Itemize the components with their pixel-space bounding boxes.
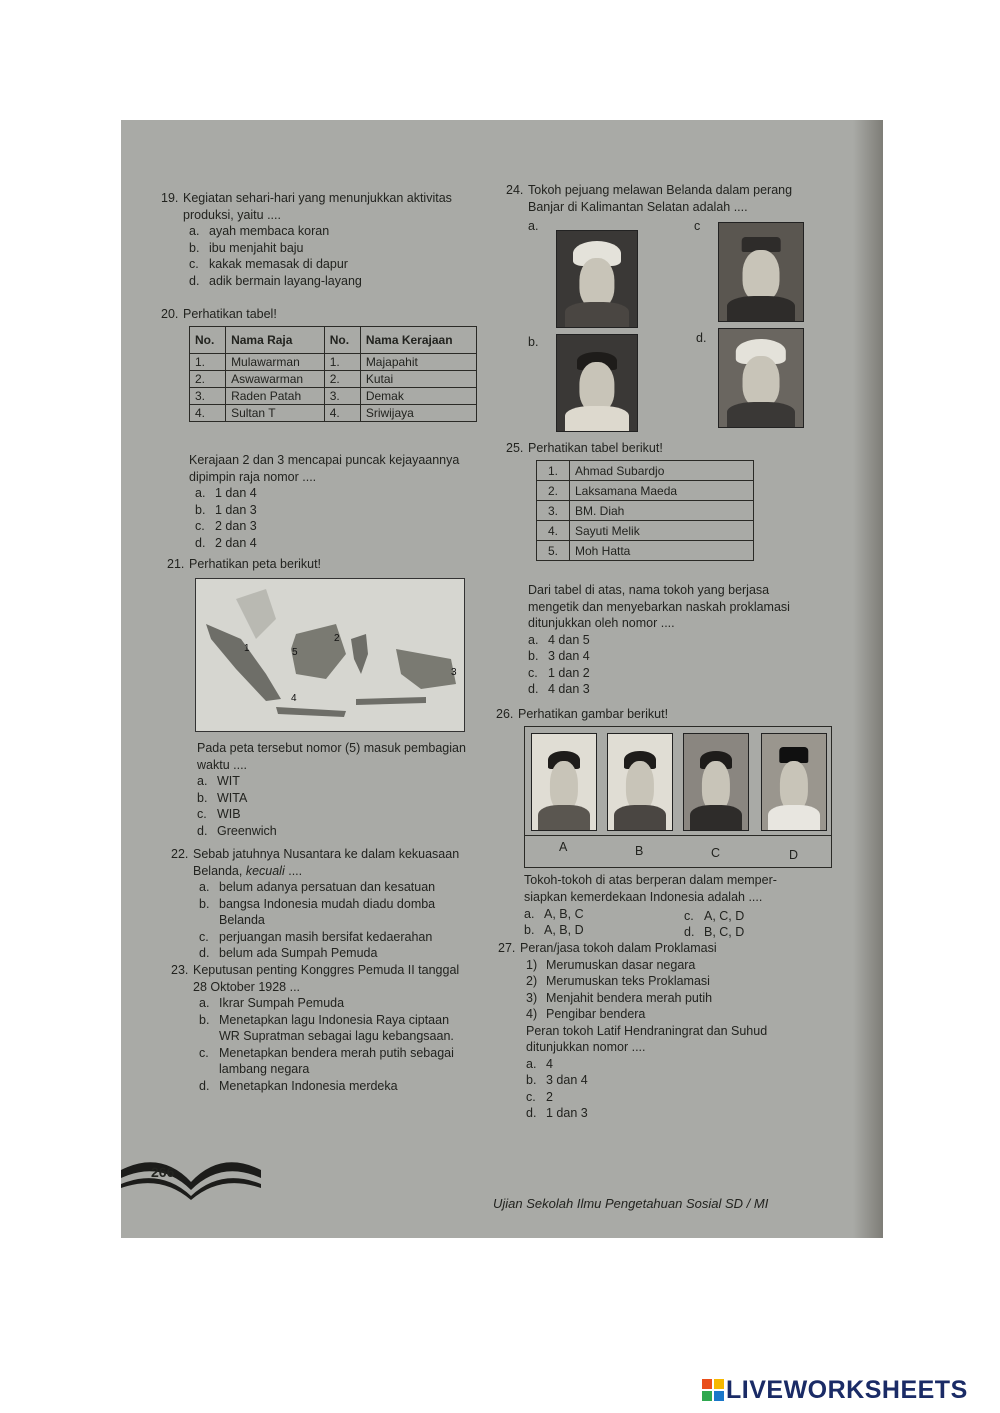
q19-number: 19. (161, 191, 179, 205)
q20 (161, 306, 277, 323)
q24-label-b: b. (528, 335, 539, 349)
q20-option-c[interactable]: c. 2 dan 3 (195, 519, 257, 533)
table-row: 2. Aswawarman 2. Kutai (190, 371, 477, 388)
q22-option-c[interactable]: c. perjuangan masih bersifat kedaerahan (199, 929, 433, 944)
q24-portrait-a[interactable] (556, 230, 638, 328)
q19-option-c[interactable]: c. kakak memasak di dapur (189, 257, 348, 271)
table-row: 3. Raden Patah 3. Demak (190, 388, 477, 405)
q24-portrait-c[interactable] (718, 222, 804, 322)
q22-option-b[interactable]: b. bangsa Indonesia mudah diadu domba Belanda (199, 896, 436, 927)
q23 (171, 962, 459, 1094)
table-row: 3. BM. Diah (537, 501, 754, 521)
table-row: 1. Ahmad Subardjo (537, 461, 754, 481)
q27-after-line1: Peran tokoh Latif Hendraningrat dan Suhud (526, 1023, 768, 1038)
q24-stem-line2: Banjar di Kalimantan Selatan adalah .... (528, 199, 748, 214)
q26-after-line1: Tokoh-tokoh di atas berperan dalam memper- (524, 873, 777, 887)
map-islands-nusa-tenggara (356, 697, 426, 705)
q20-option-a[interactable]: a. 1 dan 4 (195, 486, 257, 500)
q25-number: 25. (506, 441, 524, 455)
q22-number: 22. (171, 847, 189, 861)
indonesia-map (195, 578, 465, 732)
q21-after-line2: waktu .... (197, 757, 248, 772)
q21-followup (197, 740, 466, 839)
table-row: 1. Mulawarman 1. Majapahit (190, 354, 477, 371)
q27-after-line2: ditunjukkan nomor .... (526, 1040, 646, 1054)
q25-followup (528, 582, 790, 698)
q21-header (167, 556, 321, 573)
q26-option-b[interactable]: b. A, B, D (524, 923, 584, 937)
q19-option-b[interactable]: b. ibu menjahit baju (189, 240, 304, 255)
q27 (498, 940, 767, 1122)
q23-option-a[interactable]: a. Ikrar Sumpah Pemuda (199, 996, 345, 1010)
q23-stem-line2: 28 Oktober 1928 ... (193, 979, 301, 994)
q26-stem: Perhatikan gambar berikut! (518, 707, 669, 721)
q23-number: 23. (171, 963, 189, 977)
q22-option-d[interactable]: d. belum ada Sumpah Pemuda (199, 946, 378, 960)
q25-stem: Perhatikan tabel berikut! (528, 441, 663, 455)
q19-stem-line2: produksi, yaitu .... (183, 207, 281, 222)
q26-option-d[interactable]: d. B, C, D (684, 925, 745, 939)
header-nama-kerajaan: Nama Kerajaan (360, 327, 476, 354)
q26-label-c: C (711, 846, 721, 860)
q20-after-line1: Kerajaan 2 dan 3 mencapai puncak kejayaannya (189, 453, 460, 467)
q26-header (496, 706, 668, 723)
q26-label-a: A (559, 840, 568, 854)
map-label-3: 3 (451, 667, 457, 678)
q19-option-d[interactable]: d. adik bermain layang-layang (189, 273, 362, 288)
map-island-papua (396, 649, 456, 689)
q26-portrait-a[interactable] (531, 733, 597, 831)
q26-option-a[interactable]: a. A, B, C (524, 907, 584, 921)
q26-option-c[interactable]: c. A, C, D (684, 909, 745, 923)
table-row: 2. Laksamana Maeda (537, 481, 754, 501)
table-row: 4. Sultan T 4. Sriwijaya (190, 405, 477, 422)
q24-portrait-d[interactable] (718, 328, 804, 428)
q21-stem: Perhatikan peta berikut! (189, 557, 322, 571)
liveworksheets-mark-icon (702, 1379, 724, 1401)
q27-item-3: 3) Menjahit bendera merah putih (526, 990, 713, 1005)
q26-portrait-d[interactable] (761, 733, 827, 831)
q27-number: 27. (498, 941, 516, 955)
q20-option-b[interactable]: b. 1 dan 3 (195, 502, 257, 517)
q24-label-c: c (694, 219, 701, 233)
q25-after-line3: ditunjukkan oleh nomor .... (528, 616, 675, 630)
q25-option-d[interactable]: d. 4 dan 3 (528, 682, 590, 696)
map-label-1: 1 (244, 643, 250, 654)
q24-number: 24. (506, 183, 524, 197)
q24-label-a: a. (528, 219, 539, 233)
q22-option-a[interactable]: a. belum adanya persatuan dan kesatuan (199, 880, 436, 894)
liveworksheets-logo (702, 1376, 968, 1405)
liveworksheets-wordmark: LIVEWORKSHEETS (726, 1376, 968, 1404)
q27-item-2: 2) Merumuskan teks Proklamasi (526, 974, 710, 988)
q27-option-c[interactable]: c. 2 (526, 1089, 553, 1104)
q26-portrait-c[interactable] (683, 733, 749, 831)
q24-header (506, 182, 792, 215)
q23-option-d[interactable]: d. Menetapkan Indonesia merdeka (199, 1078, 398, 1093)
q25-option-a[interactable]: a. 4 dan 5 (528, 632, 590, 647)
q19-option-a[interactable]: a. ayah membaca koran (189, 224, 330, 238)
map-island-sumatra (206, 624, 281, 701)
q21-option-c[interactable]: c. WIB (197, 807, 241, 821)
q22 (171, 846, 459, 962)
map-island-sulawesi (351, 634, 368, 674)
q27-option-b[interactable]: b. 3 dan 4 (526, 1073, 588, 1087)
page-footer: Ujian Sekolah Ilmu Pengetahuan Sosial SD / MI (493, 1196, 769, 1211)
q24-stem-line1: Tokoh pejuang melawan Belanda dalam perang (528, 183, 793, 197)
q20-stem: Perhatikan tabel! (183, 307, 277, 321)
q25-after-line2: mengetik dan menyebarkan naskah proklamasi (528, 599, 790, 614)
q25-header (506, 440, 663, 457)
q26-portrait-b[interactable] (607, 733, 673, 831)
q20-number: 20. (161, 307, 179, 321)
q21-after-line1: Pada peta tersebut nomor (5) masuk pembagian (197, 741, 466, 755)
table-row: 5. Moh Hatta (537, 541, 754, 561)
book-graphic (121, 1140, 261, 1200)
q23-option-c[interactable]: c. Menetapkan bendera merah putih sebagai lambang negara (199, 1045, 454, 1076)
q27-stem: Peran/jasa tokoh dalam Proklamasi (520, 941, 717, 955)
figures-table (536, 460, 754, 561)
map-drawing (196, 579, 464, 731)
kings-table (189, 326, 477, 422)
q25-after-line1: Dari tabel di atas, nama tokoh yang berjasa (528, 583, 770, 597)
q23-option-b[interactable]: b. Menetapkan lagu Indonesia Raya ciptaan WR Supratman sebagai lagu kebangsaan. (199, 1012, 454, 1043)
header-no-1: No. (190, 327, 226, 354)
q22-stem-line2: Belanda, kecuali .... (193, 863, 303, 878)
q21-option-d[interactable]: d. Greenwich (197, 823, 277, 838)
q27-item-1: 1) Merumuskan dasar negara (526, 957, 696, 972)
map-label-2: 2 (334, 633, 340, 644)
q21-option-a[interactable]: a. WIT (197, 774, 240, 788)
map-landmass-asia (236, 589, 276, 639)
q26-label-b: B (635, 844, 644, 858)
q27-item-4: 4) Pengibar bendera (526, 1007, 646, 1021)
page-number: 266 (151, 1164, 175, 1180)
q24-label-d: d. (696, 331, 707, 345)
q20-followup (189, 452, 459, 551)
q25-option-c[interactable]: c. 1 dan 2 (528, 665, 590, 680)
q21-number: 21. (167, 557, 185, 571)
map-label-4: 4 (291, 693, 297, 704)
page-edge-shadow (853, 120, 883, 1238)
kings-table-header (190, 327, 477, 354)
q19-stem-line1: Kegiatan sehari-hari yang menunjukkan aktivitas (183, 191, 452, 205)
map-island-java (276, 707, 346, 717)
q26-label-d: D (789, 848, 799, 862)
q26-figure-panel (524, 726, 832, 868)
q26-after-line2: siapkan kemerdekaan Indonesia adalah .... (524, 889, 763, 904)
q21-option-b[interactable]: b. WITA (197, 790, 248, 805)
q24-portrait-b[interactable] (556, 334, 638, 432)
q19 (161, 190, 452, 289)
q26-divider (525, 835, 831, 836)
q22-stem-line1: Sebab jatuhnya Nusantara ke dalam kekuasaan (193, 847, 460, 861)
q23-stem-line1: Keputusan penting Konggres Pemuda II tanggal (193, 963, 460, 977)
map-label-5: 5 (292, 647, 298, 658)
q20-after-line2: dipimpin raja nomor .... (189, 469, 317, 484)
q20-option-d[interactable]: d. 2 dan 4 (195, 535, 257, 550)
q25-option-b[interactable]: b. 3 dan 4 (528, 649, 590, 663)
header-nama-raja: Nama Raja (226, 327, 325, 354)
header-no-2: No. (324, 327, 360, 354)
q26-number: 26. (496, 707, 514, 721)
table-row: 4. Sayuti Melik (537, 521, 754, 541)
q27-option-d[interactable]: d. 1 dan 3 (526, 1106, 588, 1120)
worksheet-photo (121, 120, 883, 1238)
q27-option-a[interactable]: a. 4 (526, 1056, 553, 1071)
q26-followup (524, 872, 777, 905)
